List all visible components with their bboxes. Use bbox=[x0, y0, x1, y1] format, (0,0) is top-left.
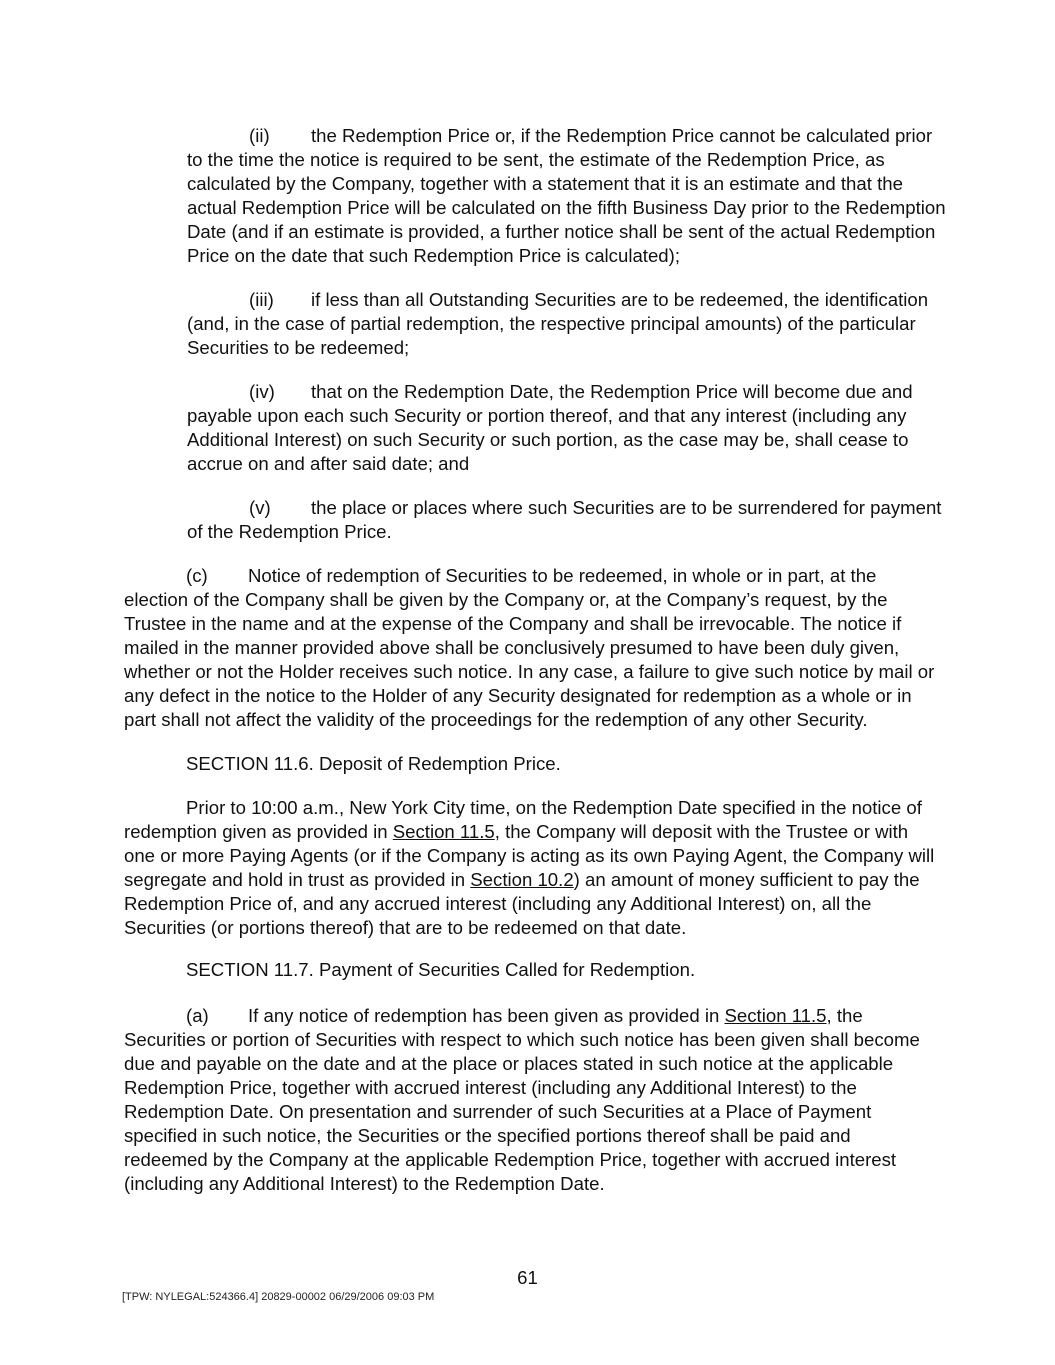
item-iii-text: if less than all Outstanding Securities are to be redeemed, the identification (and, in the case of partial redemption, the respective principal amounts) of the particular Securities to be redeemed; bbox=[187, 289, 929, 358]
section-11-7-heading: SECTION 11.7. Payment of Securities Called for Redemption. bbox=[186, 959, 696, 980]
section-11-5-link[interactable]: Section 11.5 bbox=[392, 821, 495, 842]
paragraph-a-label: (a) bbox=[186, 1005, 209, 1026]
item-ii-label: (ii) bbox=[249, 125, 270, 146]
paragraph-c bbox=[124, 564, 939, 732]
item-v-label: (v) bbox=[249, 497, 271, 518]
document-footer: [TPW: NYLEGAL:524366.4] 20829-00002 06/29/2006 09:03 PM bbox=[122, 1291, 435, 1303]
item-iii bbox=[187, 288, 947, 360]
section-11-6-body bbox=[124, 796, 939, 940]
section-11-6-text-3: ) an amount of money sufficient to pay the Redemption Price of, and any accrued interest (including any Additional Interest) on, all the Securities (or portions thereof) that are to be redeemed on that date. bbox=[124, 869, 920, 938]
item-iv bbox=[187, 380, 947, 476]
paragraph-c-label: (c) bbox=[186, 565, 208, 586]
page-number: 61 bbox=[517, 1267, 538, 1288]
section-11-5-link-2[interactable]: Section 11.5 bbox=[724, 1005, 827, 1026]
section-11-6-text-1: Prior to 10:00 a.m., New York City time, on the Redemption Date specified in the notice of redemption given as provided in bbox=[124, 797, 922, 842]
section-11-7-paragraph-a bbox=[124, 1004, 939, 1196]
item-v bbox=[187, 496, 947, 544]
item-iii-label: (iii) bbox=[249, 289, 274, 310]
section-11-6-text-2: , the Company will deposit with the Trustee or with one or more Paying Agents (or if the Company is acting as its own Paying Agent, the Company will segregate and hold in trust as provided in bbox=[124, 821, 935, 890]
item-ii-text: the Redemption Price or, if the Redemption Price cannot be calculated prior to the time the notice is required to be sent, the estimate of the Redemption Price, as calculated by the Company, together with a statement that it is an estimate and that the actual Redemption Price will be calculated on the fifth Business Day prior to the Redemption Date (and if an estimate is provided, a further notice shall be sent of the actual Redemption Price on the date that such Redemption Price is calculated); bbox=[187, 125, 946, 266]
item-iv-text: that on the Redemption Date, the Redemption Price will become due and payable upon each such Security or portion thereof, and that any interest (including any Additional Interest) on such Security or such portion, as the case may be, shall cease to accrue on and after said date; and bbox=[187, 381, 913, 474]
item-v-text: the place or places where such Securities are to be surrendered for payment of the Redemption Price. bbox=[187, 497, 942, 542]
paragraph-a-text-2: , the Securities or portion of Securities with respect to which such notice has been given shall become due and payable on the date and at the place or places stated in such notice at the applicable Redemption Price, together with accrued interest (including any Additional Interest) to the Redemption Date. On presentation and surrender of such Securities at a Place of Payment specified in such notice, the Securities or the specified portions thereof shall be paid and redeemed by the Company at the applicable Redemption Price, together with accrued interest (including any Additional Interest) to the Redemption Date. bbox=[124, 1005, 920, 1194]
section-10-2-link[interactable]: Section 10.2 bbox=[470, 869, 574, 890]
section-11-6-heading: SECTION 11.6. Deposit of Redemption Price. bbox=[186, 753, 561, 774]
paragraph-c-text: Notice of redemption of Securities to be redeemed, in whole or in part, at the election of the Company shall be given by the Company or, at the Company’s request, by the Trustee in the name and at the expense of the Company and shall be irrevocable. The notice if mailed in the manner provided above shall be conclusively presumed to have been duly given, whether or not the Holder receives such notice. In any case, a failure to give such notice by mail or any defect in the notice to the Holder of any Security designated for redemption as a whole or in part shall not affect the validity of the proceedings for the redemption of any other Security. bbox=[124, 565, 935, 730]
paragraph-a-text-1: If any notice of redemption has been given as provided in bbox=[248, 1005, 725, 1026]
item-iv-label: (iv) bbox=[249, 381, 275, 402]
item-ii bbox=[187, 124, 947, 268]
